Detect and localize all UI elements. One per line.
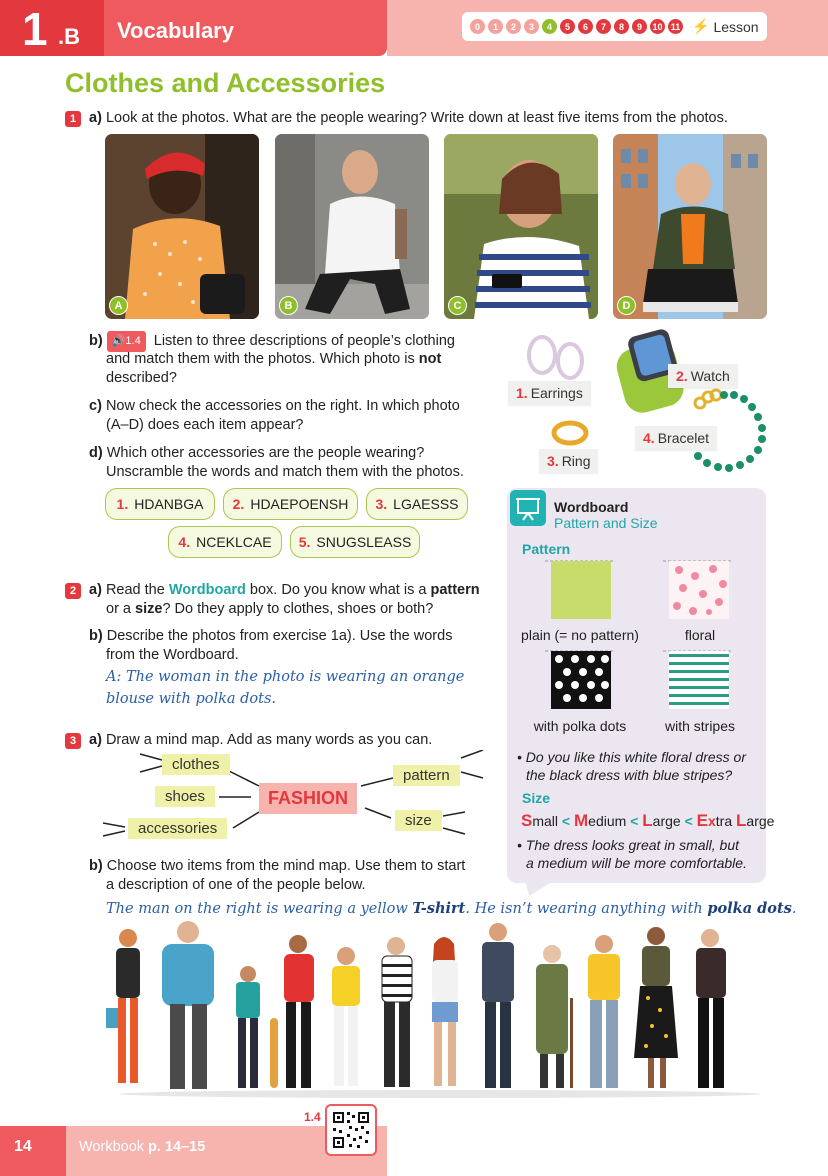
wordboard-title: Wordboard [554, 499, 629, 515]
item-label: a) [89, 582, 102, 598]
page-number-box [0, 1126, 66, 1176]
photo-b [275, 134, 429, 319]
size-word: tra [715, 813, 733, 829]
lesson-label: Lesson [713, 18, 759, 35]
example-answer: A: The woman in the photo is wearing an orange [106, 669, 465, 685]
audio-track: 1.4 [125, 335, 141, 347]
progress-step: 1 [488, 19, 503, 34]
photo-c [444, 134, 598, 319]
item-label: a) [89, 732, 102, 748]
instruction-bold: not [418, 351, 442, 367]
ex3a-text [89, 731, 432, 750]
photo-label: C [448, 296, 467, 315]
qr-label: 1.4 [304, 1110, 321, 1124]
exercise-number: 2 [65, 583, 81, 599]
size-word: arge [652, 813, 681, 829]
answer-highlight: T-shirt [412, 900, 466, 917]
instruction: Which other accessories are the people wearing? [106, 445, 425, 461]
size-example: a medium will be more comfortable. [526, 855, 747, 871]
instruction: Look at the photos. What are the people wearing? Write down at least five items from the photos. [105, 110, 728, 126]
word: LGAESSS [393, 496, 459, 512]
ex1b-text-3: described? [106, 370, 177, 386]
pattern-heading: Pattern [522, 541, 571, 557]
mind-map-word: clothes [162, 754, 230, 775]
size-word: mall [532, 813, 559, 829]
photo-a [105, 134, 259, 319]
mind-map-word: accessories [128, 818, 227, 839]
word: HDAEPOENSH [250, 496, 349, 512]
example-answer [106, 900, 796, 917]
word: NCEKLCAE [196, 534, 272, 550]
unit-letter: .B [58, 24, 80, 49]
scrambled-word [290, 526, 420, 558]
photo-label: A [109, 296, 128, 315]
item-label: b) [89, 333, 103, 349]
ex2a-text [89, 581, 489, 600]
label-text: Watch [690, 368, 730, 384]
instruction: Now check the accessories on the right. In which photo [105, 398, 460, 414]
progress-step: 2 [506, 19, 521, 34]
workbook-pages: p. 14–15 [148, 1139, 206, 1155]
size-initial: S [521, 811, 533, 830]
item-label: b) [89, 858, 103, 874]
presentation-board-icon [510, 490, 546, 526]
item-label: a) [89, 110, 102, 126]
size-initial: M [573, 811, 589, 830]
instruction-bold: size [135, 601, 163, 617]
workbook-reference[interactable] [79, 1139, 205, 1155]
photo-label: B [279, 296, 298, 315]
label-text: Earrings [530, 385, 583, 401]
ex2b-text [89, 627, 452, 646]
mind-map-word: shoes [155, 786, 215, 807]
swatch-caption: plain (= no pattern) [521, 627, 639, 643]
workbook-label: Workbook [79, 1139, 145, 1155]
section-title: Vocabulary [117, 18, 234, 43]
accessory-label [635, 426, 717, 450]
ex2a-text-2 [106, 600, 433, 619]
instruction: Listen to three descriptions of people’s clothing [153, 333, 455, 349]
word-number: 3. [375, 496, 388, 512]
lesson-progress [462, 12, 767, 41]
exercise-number: 3 [65, 733, 81, 749]
unit-badge [0, 0, 104, 56]
scrambled-word [223, 488, 358, 520]
size-scale [521, 811, 774, 831]
size-example: • The dress looks great in small, but [517, 837, 739, 853]
audio-button[interactable] [107, 331, 146, 352]
ex1b-text [89, 331, 489, 352]
size-initial: L [642, 811, 653, 830]
instruction: Read the [105, 582, 165, 598]
photo-label: D [617, 296, 636, 315]
progress-step: 9 [632, 19, 647, 34]
answer-text: The man on the right is wearing a yellow [106, 901, 408, 917]
scrambled-word [105, 488, 215, 520]
ex1d-text [89, 444, 424, 463]
word-number: 4. [178, 534, 191, 550]
wordboard-subtitle: Pattern and Size [554, 515, 658, 531]
item-label: c) [89, 398, 102, 414]
ex1a-text [89, 109, 809, 128]
page-title: Clothes and Accessories [65, 68, 386, 98]
size-initial: E [696, 811, 708, 830]
progress-step: 8 [614, 19, 629, 34]
word-number: 1. [116, 496, 129, 512]
striped-swatch [661, 646, 735, 712]
wordboard-pointer [525, 880, 555, 896]
instruction: and match them with the photos. Which photo is [106, 351, 415, 367]
size-word: edium [588, 813, 627, 829]
size-initial: L [736, 811, 747, 830]
progress-step: 7 [596, 19, 611, 34]
accessory-label [668, 364, 738, 388]
floral-swatch [661, 556, 735, 622]
less-than: < [561, 813, 571, 829]
pattern-example: the black dress with blue stripes? [526, 767, 733, 783]
word: SNUGSLEASS [316, 534, 412, 550]
progress-step: 3 [524, 19, 539, 34]
swatch-caption: with polka dots [533, 718, 627, 734]
label-number: 3. [547, 453, 559, 469]
people-illustration [100, 918, 780, 1098]
progress-step: 11 [668, 19, 683, 34]
item-label: d) [89, 445, 103, 461]
bolt-icon: ⚡ [692, 18, 710, 34]
page-number: 14 [14, 1138, 32, 1155]
less-than: < [630, 813, 639, 829]
ex1c-text-2: (A–D) does each item appear? [106, 417, 304, 433]
instruction: or a [106, 601, 131, 617]
ex1d-text-2: Unscramble the words and match them with the photos. [106, 464, 464, 480]
ex1c-text [89, 397, 460, 416]
instruction: box. Do you know what is a [249, 582, 427, 598]
label-text: Ring [561, 453, 591, 469]
ex1b-text-2 [106, 350, 441, 369]
qr-code[interactable] [325, 1104, 377, 1156]
answer-text: . He isn’t wearing anything with [465, 901, 703, 917]
scrambled-word [168, 526, 282, 558]
ex3b-text [89, 857, 465, 876]
size-word: arge [746, 813, 775, 829]
progress-step: 6 [578, 19, 593, 34]
size-initial: x [708, 813, 716, 829]
answer-text: . [791, 901, 797, 917]
item-label: b) [89, 628, 103, 644]
ex3b-text-2: a description of one of the people below. [106, 877, 366, 893]
label-number: 4. [643, 430, 655, 446]
instruction: ? Do they apply to clothes, shoes or both? [162, 601, 434, 617]
instruction: Describe the photos from exercise 1a). Use the words [106, 628, 453, 644]
mind-map-center: FASHION [259, 783, 357, 814]
progress-step: 5 [560, 19, 575, 34]
instruction: Choose two items from the mind map. Use them to start [106, 858, 466, 874]
accessory-label [539, 449, 598, 473]
speaker-icon: 🔊 [111, 335, 126, 347]
pattern-example: • Do you like this white floral dress or [517, 749, 746, 765]
exercise-number: 1 [65, 111, 81, 127]
unit-number: 1 [22, 3, 48, 55]
word-number: 5. [298, 534, 311, 550]
label-number: 2. [676, 368, 688, 384]
polka-dot-swatch [543, 646, 617, 712]
swatch-caption: with stripes [664, 718, 736, 734]
mind-map-word: size [395, 810, 442, 831]
example-answer: blouse with polka dots. [106, 691, 277, 707]
progress-step: 10 [650, 19, 665, 34]
mind-map-word: pattern [393, 765, 460, 786]
accessory-label [508, 381, 591, 405]
instruction-highlight: Wordboard [168, 582, 246, 598]
label-text: Bracelet [657, 430, 710, 446]
swatch-caption: floral [684, 627, 716, 643]
plain-swatch [543, 556, 617, 622]
progress-step: 0 [470, 19, 485, 34]
less-than: < [684, 813, 693, 829]
instruction: Draw a mind map. Add as many words as you can. [105, 732, 433, 748]
progress-step-current: 4 [542, 19, 557, 34]
photo-d [613, 134, 767, 319]
qr-code-icon [327, 1106, 375, 1154]
ex2b-text-2: from the Wordboard. [106, 647, 239, 663]
scrambled-word [366, 488, 468, 520]
word-number: 2. [232, 496, 245, 512]
label-number: 1. [516, 385, 528, 401]
size-heading: Size [522, 790, 551, 806]
instruction-bold: pattern [430, 582, 480, 598]
word: HDANBGA [134, 496, 204, 512]
answer-highlight: polka dots [707, 900, 792, 917]
